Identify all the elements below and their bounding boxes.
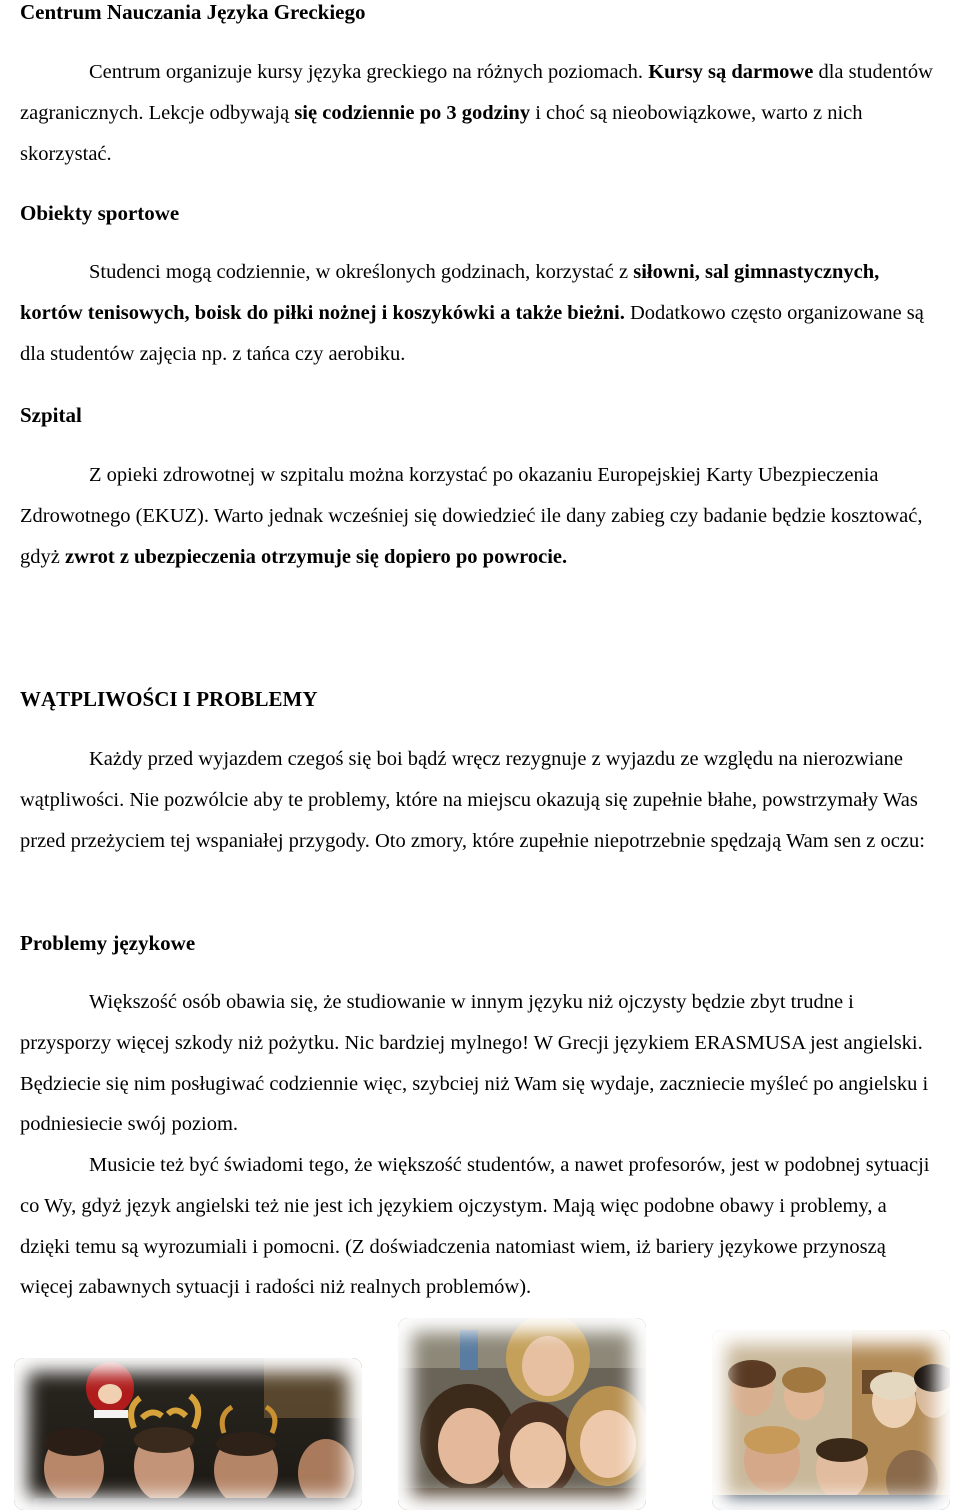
- paragraph-doubts: Każdy przed wyjazdem czegoś się boi bądź wręcz rezygnuje z wyjazdu ze względu na nierozwiane wątpliwości. Nie pozwólcie aby te problemy, które na miejscu okazują się zupełnie błahe, powstrzymały Was przed przeżyciem tej wspaniałej przygody. Oto zmory, które zupełnie niepotrzebnie spędzają Wam sen z oczu:: [20, 748, 925, 852]
- heading-hospital: Szpital: [20, 403, 82, 427]
- paragraph-hospital: Z opieki zdrowotnej w szpitalu można korzystać po okazaniu Europejskiej Karty Ubezpieczenia Zdrowotnego (EKUZ). Warto jednak wcześniej się dowiedzieć ile dany zabieg czy badanie będzie kosztować, gdyż zwrot z ubezpieczenia otrzymuje się dopiero po powrocie.: [20, 464, 923, 568]
- photo-group-center: [398, 1318, 646, 1510]
- photo-group-left-image: [14, 1358, 362, 1510]
- paragraph-sports: Studenci mogą codziennie, w określonych godzinach, korzystać z siłowni, sal gimnastycznych, kortów tenisowych, boisk do piłki nożnej i koszykówki a także bieżni. Dodatkowo często organizowane są dla studentów zajęcia np. z tańca czy aerobiku.: [20, 261, 924, 365]
- heading-greek-center: Centrum Nauczania Języka Greckiego: [20, 0, 366, 24]
- photo-group-right: [712, 1330, 950, 1510]
- paragraph-greek-center: Centrum organizuje kursy języka greckiego na różnych poziomach. Kursy są darmowe dla studentów zagranicznych. Lekcje odbywają się codziennie po 3 godziny i choć są nieobowiązkowe, warto z nich skorzystać.: [20, 61, 933, 165]
- heading-doubts: WĄTPLIWOŚCI I PROBLEMY: [20, 687, 318, 711]
- photo-group-center-image: [398, 1318, 646, 1510]
- paragraph-language-2: Musicie też być świadomi tego, że większość studentów, a nawet profesorów, jest w podobnej sytuacji co Wy, gdyż język angielski też nie jest ich językiem ojczystym. Mają więc podobne obawy i problemy, a dzięki temu są wyrozumiali i pomocni. (Z doświadczenia natomiast wiem, iż bariery językowe przynoszą więcej zabawnych sytuacji i radości niż realnych problemów).: [20, 1154, 930, 1299]
- heading-language: Problemy językowe: [20, 931, 196, 955]
- heading-sports: Obiekty sportowe: [20, 201, 180, 225]
- photo-group-left: [14, 1358, 362, 1510]
- photo-group-right-image: [712, 1330, 950, 1510]
- paragraph-language-1: Większość osób obawia się, że studiowanie w innym języku niż ojczysty będzie zbyt trudne i przysporzy więcej szkody niż pożytku. Nic bardziej mylnego! W Grecji językiem ERASMUSA jest angielski. Będziecie się nim posługiwać codziennie więc, szybciej niż Wam się wydaje, zaczniecie myśleć po angielsku i podniesiecie swój poziom.: [20, 991, 929, 1136]
